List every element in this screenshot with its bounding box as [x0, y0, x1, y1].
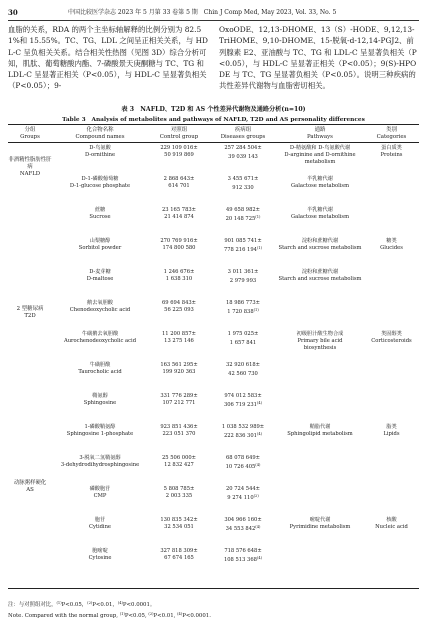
control-cell: 11 200 857± 13 275 146	[161, 331, 197, 345]
disease-cell: 718 576 648± 108 513 368$^{(4)}$	[223, 548, 263, 564]
disease-cell: 20 724 544± 9 274 110$^{(2)}$	[225, 486, 261, 502]
compound-cell: 牛磺鹅去氧胆酸 Aurochenodeoxycholic acid	[63, 331, 137, 345]
col-header-compound: 化合物名称 Compound names	[75, 127, 125, 141]
table-note-en: Note. Compared with the normal group, $^{(1)}$P<0.05, $^{(2)}$P<0.01, $^{(4)}$P<0.0001.	[8, 612, 211, 619]
compound-cell: 牛磺胆酸 Taurocholic acid	[78, 362, 122, 376]
disease-cell: 32 920 618± 42 560 730	[225, 362, 261, 378]
category-cell: 核酸 Nucleic acid	[375, 517, 408, 531]
pathway-cell: 嘧啶代谢 Pyrimidine metabolism	[289, 517, 351, 531]
category-cell: 脂类 Lipids	[383, 424, 400, 438]
body-text-right	[219, 24, 419, 92]
group-label: 2 型糖尿病 T2D	[16, 306, 44, 320]
col-header-control: 对照组 Control group	[159, 127, 199, 141]
control-cell: 5 808 785± 2 003 335	[163, 486, 195, 500]
compound-cell: 鹅去氧胆酸 Chenodeoxycholic acid	[69, 300, 131, 314]
group-label: 动脉粥样硬化 AS	[13, 480, 47, 494]
body-paragraph-right: OxoODE、12,13-DHOME、13（S）-HODE、9,12,13-TriHOME、9,10-DHOME、15-脱氧-d-12,14-PGJ2、前列腺素 E2、亚油酸与 TC、TG 和 LDL-C 呈显著负相关（P<0.05），与 HDL-C 呈显著正相关（P<0.05）；9(S)-HPODE 与 TC、TG 呈显著负相关（P<0.05）。说明三种疾病的共性差异代谢物与血脂密切相关。	[219, 25, 417, 91]
compound-cell: 磷酸胞苷 CMP	[89, 486, 111, 500]
table-caption-en: Table 3 Analysis of metabolites and pathways of NAFLD, T2D and AS personality differences	[62, 117, 365, 123]
group-label: 非酒精性脂肪性肝病 NAFLD	[8, 157, 52, 178]
pathway-cell: 淀粉和蔗糖代谢 Starch and sucrose metabolism	[278, 238, 362, 252]
pathway-cell: 淀粉和蔗糖代谢 Starch and sucrose metabolism	[278, 269, 362, 283]
control-cell: 923 851 436± 223 051 370	[160, 424, 198, 438]
disease-cell: 1 038 532 989± 222 836 301$^{(4)}$	[221, 424, 265, 440]
disease-cell: 49 658 982± 20 148 725$^{(1)}$	[225, 207, 261, 223]
category-cell: 类固醇类 Corticosteroids	[371, 331, 412, 345]
table-note-zh: 注：与对照组对比，$^{(1)}$P<0.05，$^{(2)}$P<0.01，$^{(4)}$P<0.0001。	[8, 601, 156, 608]
control-cell: 130 835 342± 32 534 051	[160, 517, 198, 531]
header-rule	[8, 20, 419, 21]
control-cell: 69 694 843± 56 225 093	[161, 300, 197, 314]
disease-cell: 3 455 671± 912 330	[227, 176, 259, 192]
disease-cell: 68 078 649± 10 726 405$^{(4)}$	[225, 455, 261, 471]
table-top-rule	[8, 124, 419, 125]
control-cell: 331 776 289± 107 212 771	[160, 393, 198, 407]
disease-cell: 257 284 504± 39 039 143	[224, 145, 262, 161]
compound-cell: 胞苷 Cytidine	[88, 517, 112, 531]
compound-cell: D-1-磷酸葡萄糖 D-1-glucose phosphate	[69, 176, 131, 190]
table-header-rule	[8, 142, 419, 143]
journal-header: 中国比较医学杂志 2023 年 5 月第 33 卷第 5 期 Chin J Comp Med, May 2023, Vol. 33, No. 5	[68, 9, 337, 16]
col-header-disease: 疾病组 Diseases groups	[220, 127, 266, 141]
body-text-left	[8, 24, 208, 92]
col-header-category: 类别 Categories	[376, 127, 407, 141]
control-cell: 163 561 295± 199 920 363	[160, 362, 198, 376]
disease-cell: 18 986 773± 1 720 838$^{(1)}$	[225, 300, 261, 316]
compound-cell: 蔗糖 Sucrose	[89, 207, 111, 221]
pathway-cell: 半乳糖代谢 Galactose metabolism	[291, 207, 349, 221]
table-caption-zh: 表 3 NAFLD、T2D 和 AS 个性差异代谢物及通路分析(n=10)	[121, 106, 306, 113]
control-cell: 1 246 676± 1 638 310	[163, 269, 195, 283]
compound-cell: D-麦芽糖 D-maltose	[86, 269, 114, 283]
page-header	[8, 6, 419, 20]
control-cell: 327 818 309± 67 674 165	[160, 548, 198, 562]
control-cell: 270 769 916± 174 800 580	[160, 238, 198, 252]
disease-cell: 3 011 361± 2 979 993	[227, 269, 259, 285]
pathway-cell: 半乳糖代谢 Galactose metabolism	[291, 176, 349, 190]
control-cell: 25 506 000± 12 832 427	[161, 455, 197, 469]
disease-cell: 304 966 160± 34 553 842$^{(4)}$	[224, 517, 262, 533]
control-cell: 23 165 783± 21 414 874	[161, 207, 197, 221]
compound-cell: 胞嘧啶 Cytosine	[88, 548, 112, 562]
category-cell: 糖类 Glucides	[380, 238, 403, 252]
page-number: 30	[8, 8, 18, 17]
col-header-groups: 分组 Groups	[20, 127, 40, 141]
control-cell: 229 109 016± 50 919 869	[160, 145, 198, 159]
disease-cell: 1 975 025± 1 657 841	[227, 331, 259, 347]
disease-cell: 901 085 741± 778 216 194$^{(1)}$	[223, 238, 263, 254]
body-paragraph-left: 血脂的关系，RDA 的两个主坐标轴解释的比例分别为 82.51%和 15.55%。TC、TG、LDL 之间呈正相关关系，与 HDL-C 呈负相关关系。结合相关性热图（见图 3D）综合分析可知，肌肽、葡萄糖酸内酯、7-磷酸景天庚酮糖与 TC、TG 和 LDL-C 呈显著正相关（P<0.05），与 HDL-C 呈显著负相关（P<0.05）；9-	[8, 25, 208, 91]
compound-cell: 山梨糖醇 Sorbitol powder	[78, 238, 122, 252]
control-cell: 2 868 643± 614 701	[163, 176, 195, 190]
col-header-pathway: 通路 Pathways	[307, 127, 333, 141]
table-bottom-rule	[8, 588, 419, 589]
compound-cell: 3-脱氧二氢鞘氨醇 3-dehydrodihydrosphingosine	[60, 455, 140, 469]
pathway-cell: D-精氨酸和 D-鸟氨酸代谢 D-arginine and D-ornithine metabolism	[284, 145, 356, 166]
category-cell: 蛋白质类 Proteins	[380, 145, 403, 159]
pathway-cell: 初级胆汁酸生物合成 Primary bile acid biosynthesis	[296, 331, 344, 352]
disease-cell: 974 012 583± 306 719 231$^{(4)}$	[223, 393, 263, 409]
compound-cell: 鞘氨醇 Sphingosine	[83, 393, 117, 407]
pathway-cell: 鞘脂代谢 Sphingolipid metabolism	[287, 424, 353, 438]
compound-cell: 1-磷酸鞘氨醇 Sphingosine 1-phosphate	[66, 424, 134, 438]
compound-cell: D-鸟氨酸 D-ornithine	[84, 145, 116, 159]
